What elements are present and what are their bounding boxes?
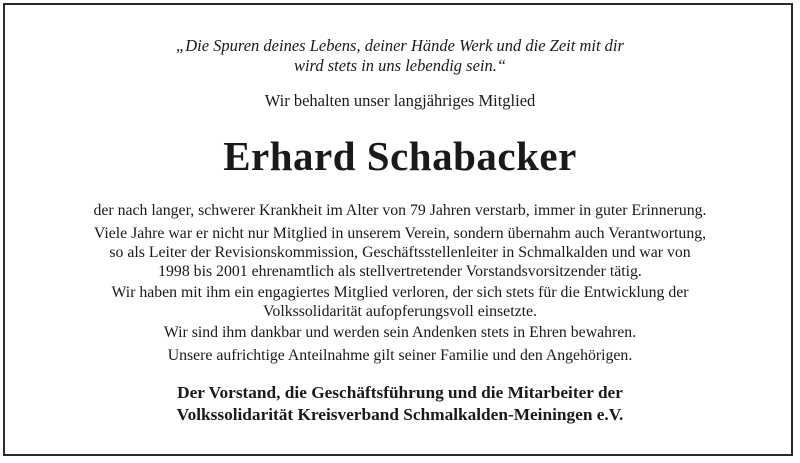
- paragraph-1-text: der nach langer, schwerer Krankheit im Alter von 79 Jahren verstarb, immer in guter Erinnerung.: [93, 202, 707, 219]
- paragraph-3-line-1: Wir haben mit ihm ein engagiertes Mitglied verloren, der sich stets für die Entwicklung der: [111, 284, 689, 301]
- signature-line-2: Volkssolidarität Kreisverband Schmalkalden-Meiningen e.V.: [176, 405, 624, 424]
- quote-line-2: wird stets in uns lebendig sein.“: [293, 56, 507, 75]
- paragraph-2-line-1: Viele Jahre war er nicht nur Mitglied in unserem Verein, sondern übernahm auch Verantwortung,: [93, 225, 707, 242]
- paragraph-5-text: Unsere aufrichtige Anteilnahme gilt seiner Familie und den Angehörigen.: [167, 347, 633, 364]
- intro-text: Wir behalten unser langjähriges Mitglied: [264, 91, 536, 110]
- paragraph-4: [0, 323, 800, 342]
- deceased-name: Erhard Schabacker: [223, 133, 577, 179]
- paragraph-3: [0, 283, 800, 321]
- signature-block: [0, 382, 800, 426]
- paragraph-3-line-2: Volkssolidarität aufopferungsvoll einsetzte.: [263, 303, 537, 321]
- signature-line-1: Der Vorstand, die Geschäftsführung und die Mitarbeiter der: [177, 383, 623, 402]
- quote-line-1: „Die Spuren deines Lebens, deiner Hände Werk und die Zeit mit dir: [176, 36, 624, 55]
- paragraph-2-line-2: so als Leiter der Revisionskommission, Geschäftsstellenleiter in Schmalkalden und war von: [109, 244, 691, 262]
- paragraph-2-line-3: 1998 bis 2001 ehrenamtlich als stellvertretender Vorstandsvorsitzender tätig.: [158, 263, 642, 281]
- paragraph-4-text: Wir sind ihm dankbar und werden sein Andenken stets in Ehren bewahren.: [163, 324, 637, 341]
- memorial-quote: [0, 36, 800, 76]
- paragraph-2: [0, 224, 800, 282]
- paragraph-1: [0, 201, 800, 220]
- paragraph-5: [0, 346, 800, 365]
